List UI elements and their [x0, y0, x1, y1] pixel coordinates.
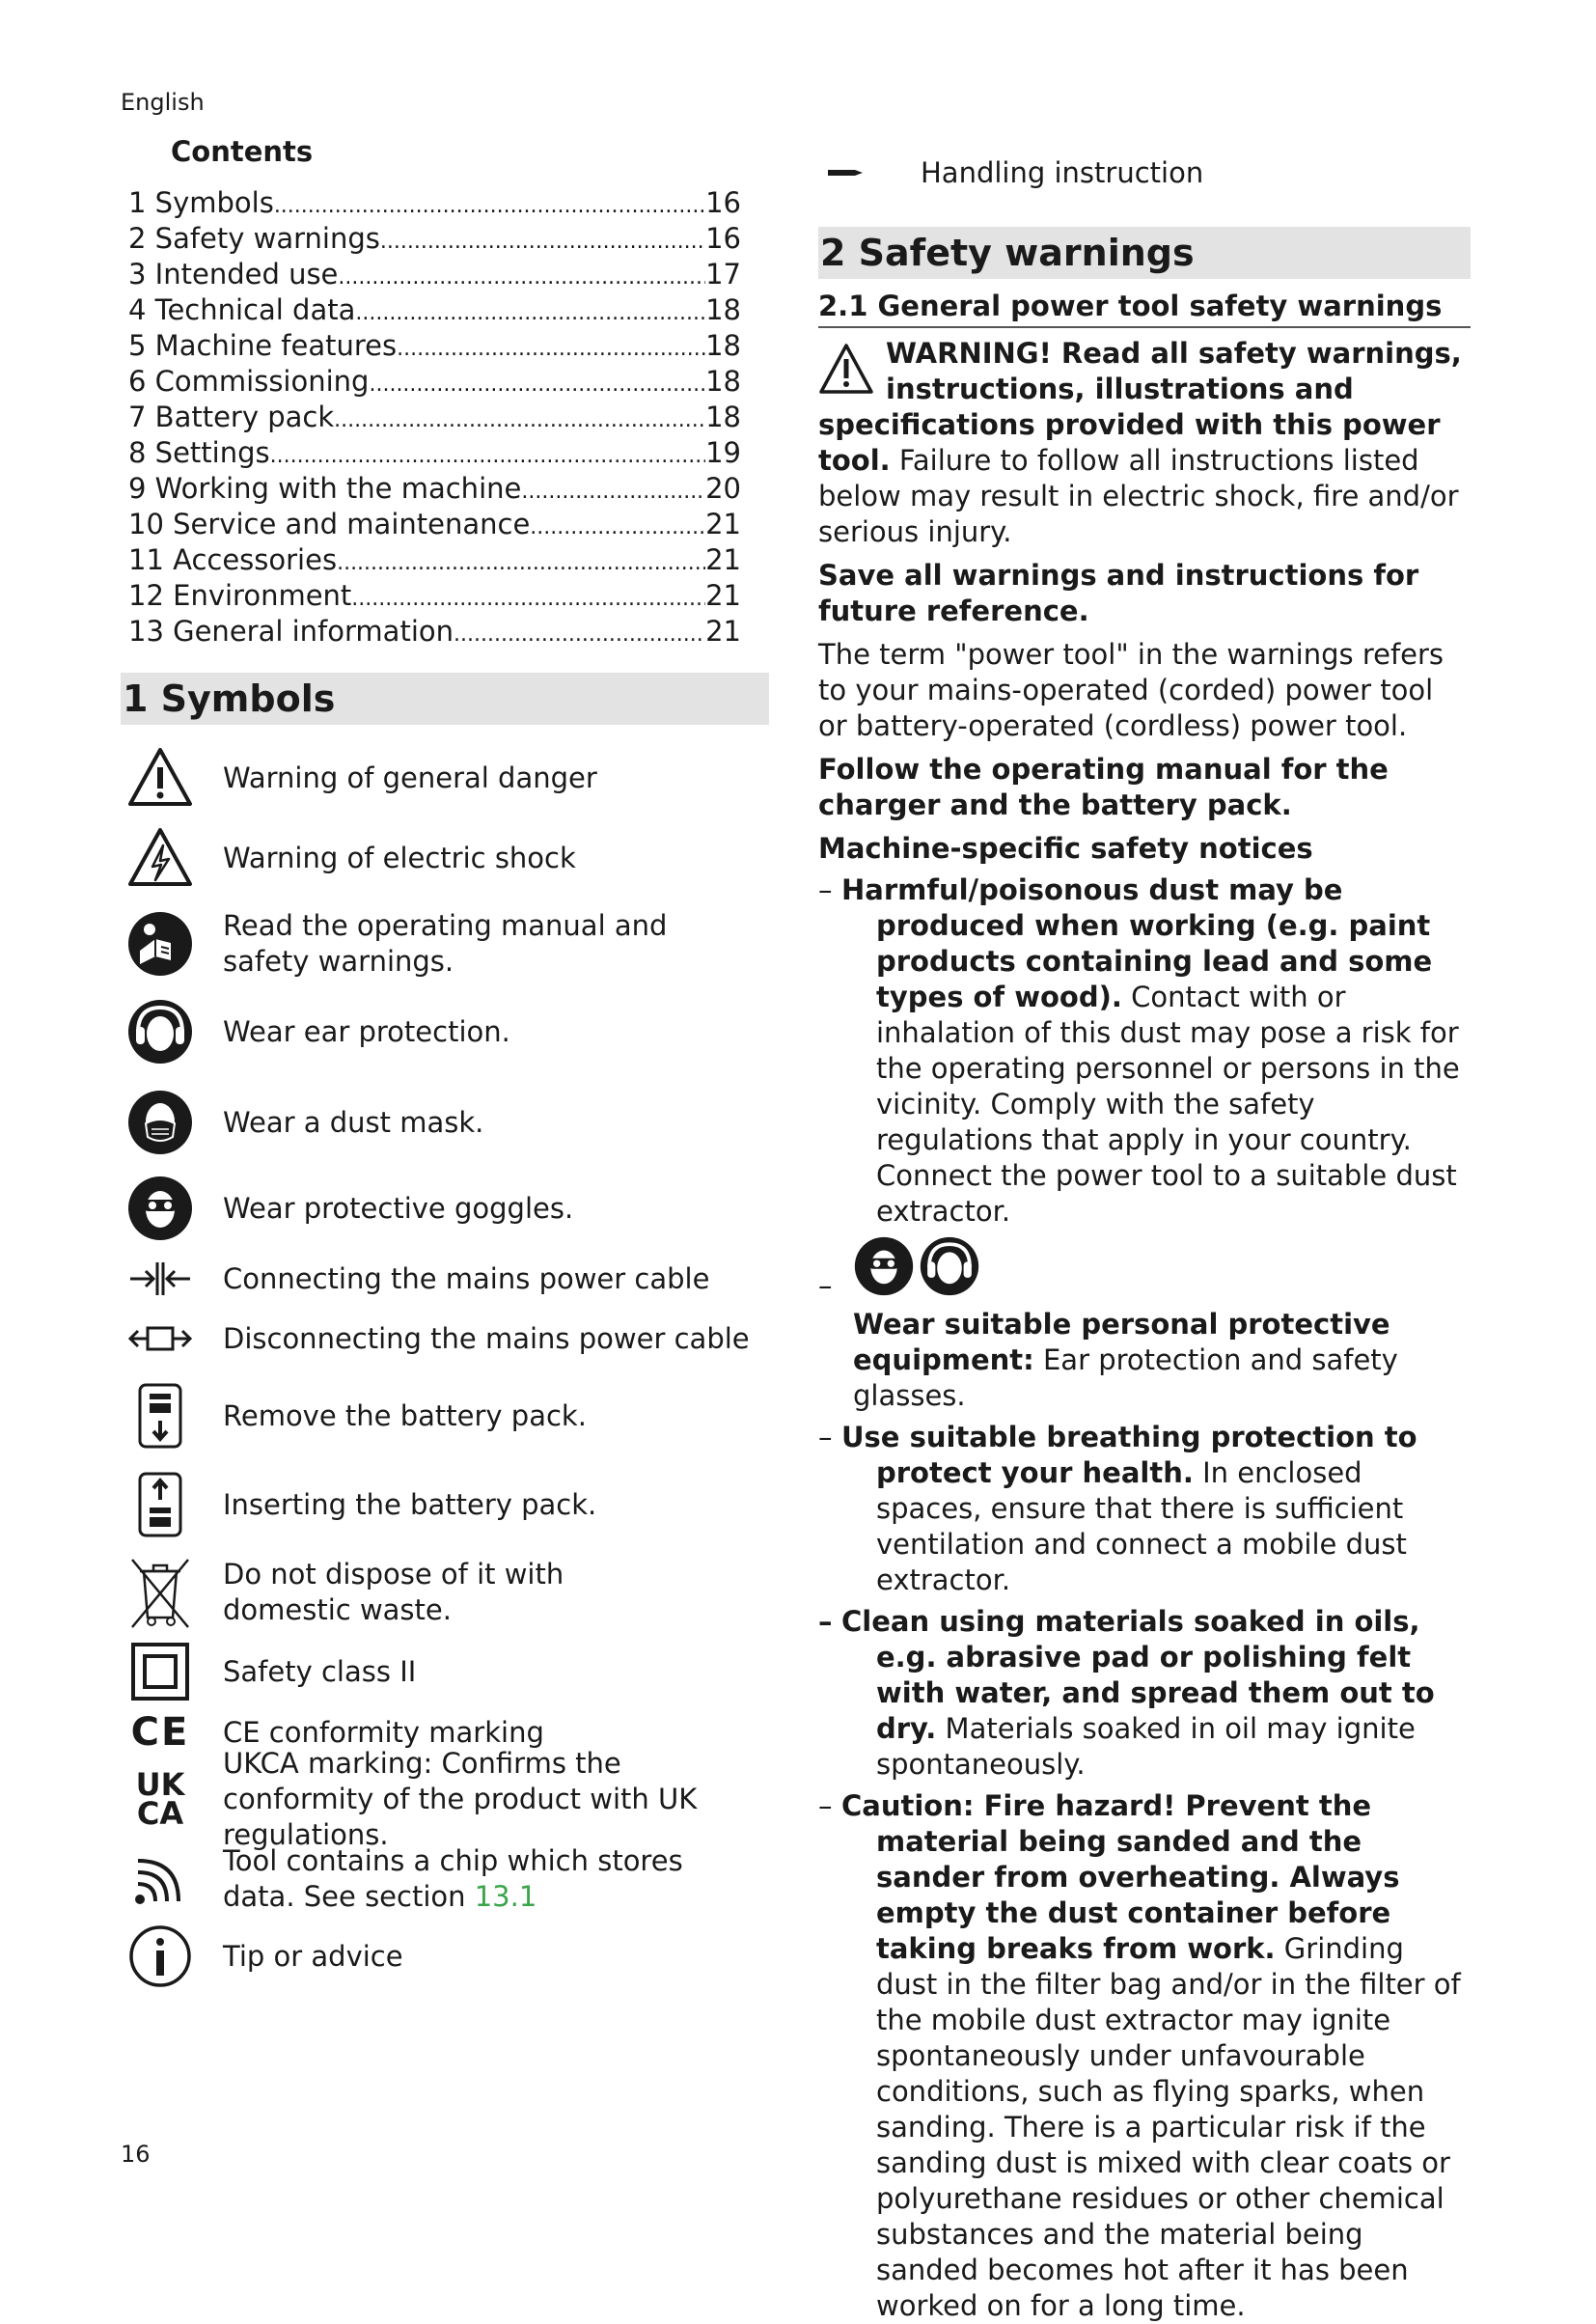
- symbol-row: Warning of electric shock: [121, 814, 769, 902]
- toc-item[interactable]: 9 Working with the machine ..... 20: [128, 471, 741, 507]
- section-heading-safety: 2 Safety warnings: [818, 227, 1471, 279]
- page-number: 16: [121, 2141, 151, 2168]
- toc-item[interactable]: 5 Machine features ..... 18: [128, 328, 741, 364]
- toc-item[interactable]: 11 Accessories ..... 21: [128, 542, 741, 578]
- ear-protection-icon: [126, 998, 194, 1065]
- ppe-icons: [853, 1235, 1471, 1297]
- toc-item[interactable]: 8 Settings ..... 19: [128, 435, 741, 471]
- toc-item[interactable]: 3 Intended use ..... 17: [128, 257, 741, 292]
- warning-paragraph: WARNING! Read all safety warnings, instructions, illustrations and specifications provided with this power tool. Failure to follow all instructions listed below may result in electric shock, fire and/or serious injury.: [818, 337, 1462, 548]
- warning-electric-shock-icon: [126, 824, 194, 892]
- page-language: English: [121, 89, 205, 116]
- toc-item[interactable]: 2 Safety warnings ..... 16: [128, 221, 741, 257]
- symbol-row: Wear protective goggles.: [121, 1167, 769, 1250]
- ce-mark-icon: CE: [130, 1710, 190, 1755]
- symbol-row: Read the operating manual and safety warnings.: [121, 902, 769, 985]
- handling-arrow-icon: [828, 166, 863, 180]
- warning-triangle-icon: [818, 342, 874, 396]
- subsection-heading: 2.1 General power tool safety warnings: [818, 289, 1471, 328]
- symbol-row: CE CE conformity marking: [121, 1705, 769, 1759]
- table-of-contents: [121, 185, 769, 650]
- toc-item[interactable]: 4 Technical data ..... 18: [128, 292, 741, 328]
- section-link[interactable]: 13.1: [474, 1880, 537, 1913]
- list-item: – Clean using materials soaked in oils, e.g. abrasive pad or polishing felt with water, and spread them out to dry. Materials soaked in oil may ignite spontaneously.: [818, 1605, 1435, 1781]
- list-item: – Caution: Fire hazard! Prevent the material being sanded and the sander from overheating. Always empty the dust container before taking breaks from work. Grinding dust in the filter bag and/or in the filter of the mobile dust extractor may ignite spontaneously under unfavourable conditions, such as flying sparks, when sanding. There is a particular risk if the sanding dust is mixed with clear coats or polyurethane residues or other chemical substances and the material being sanded becomes hot after it has been worked on for a long time.: [818, 1789, 1461, 2322]
- toc-item[interactable]: 7 Battery pack ..... 18: [128, 400, 741, 435]
- info-icon: [126, 1923, 194, 1990]
- toc-item[interactable]: 12 Environment ..... 21: [128, 578, 741, 614]
- warning-general-icon: [126, 744, 194, 812]
- safety-class-2-icon: [126, 1638, 194, 1705]
- dust-mask-icon: [126, 1089, 194, 1156]
- list-item: – Wear suitable personal protective equipment: Ear protection and safety glasses.: [818, 1235, 1471, 1414]
- symbol-row: UK CA UKCA marking: Confirms the conformity of the product with UK regulations.: [121, 1759, 769, 1839]
- term-note: The term "power tool" in the warnings refers to your mains-operated (corded) power tool or battery-operated (cordless) power tool.: [818, 638, 1445, 742]
- symbol-row: Inserting the battery pack.: [121, 1462, 769, 1547]
- contents-title: Contents: [171, 135, 314, 168]
- left-column: [121, 135, 769, 1993]
- read-manual-icon: [126, 910, 194, 978]
- disconnect-cable-icon: [126, 1314, 194, 1363]
- list-item: – Harmful/poisonous dust may be produced when working (e.g. paint products containing lead and some types of wood). Contact with or inhalation of this dust may pose a risk for the operating personnel or persons in the vicinity. Comply with the safety regulations that apply in your country. Connect the power tool to a suitable dust extractor.: [818, 873, 1460, 1228]
- symbol-row: Do not dispose of it with domestic waste.: [121, 1547, 769, 1638]
- ukca-mark-icon: UK CA: [135, 1766, 185, 1832]
- toc-item[interactable]: 13 General information ..... 21: [128, 614, 741, 650]
- list-item: – Use suitable breathing protection to protect your health. In enclosed spaces, ensure that there is sufficient ventilation and connect a mobile dust extractor.: [818, 1421, 1417, 1596]
- toc-item[interactable]: 10 Service and maintenance ..... 21: [128, 507, 741, 542]
- no-domestic-waste-icon: [126, 1554, 194, 1631]
- symbol-row: Wear a dust mask.: [121, 1078, 769, 1167]
- rfid-chip-icon: [126, 1845, 194, 1913]
- symbol-row: Connecting the mains power cable: [121, 1250, 769, 1308]
- symbol-list: [121, 742, 769, 1993]
- section-heading-symbols: 1 Symbols: [121, 673, 769, 725]
- remove-battery-icon: [126, 1382, 194, 1450]
- symbol-row: Tool contains a chip which stores data. See section 13.1: [121, 1839, 769, 1920]
- goggles-icon: [853, 1235, 915, 1297]
- toc-item[interactable]: 6 Commissioning ..... 18: [128, 364, 741, 400]
- handling-legend: Handling instruction: [818, 150, 1471, 196]
- follow-note: Follow the operating manual for the charger and the battery pack.: [818, 753, 1389, 821]
- symbol-row: Warning of general danger: [121, 742, 769, 814]
- insert-battery-icon: [126, 1471, 194, 1538]
- symbol-row: Tip or advice: [121, 1920, 769, 1993]
- toc-item[interactable]: 1 Symbols ..... 16: [128, 185, 741, 221]
- symbol-row: Wear ear protection.: [121, 985, 769, 1078]
- ear-protection-icon: [919, 1235, 980, 1297]
- machine-specific-heading: Machine-specific safety notices: [818, 832, 1313, 865]
- symbol-row: Safety class II: [121, 1638, 769, 1705]
- symbol-row: Remove the battery pack.: [121, 1370, 769, 1462]
- connect-cable-icon: [126, 1255, 194, 1303]
- symbol-row: Disconnecting the mains power cable: [121, 1308, 769, 1370]
- save-note: Save all warnings and instructions for future reference.: [818, 559, 1419, 627]
- right-column: [818, 150, 1471, 2324]
- goggles-icon: [126, 1175, 194, 1242]
